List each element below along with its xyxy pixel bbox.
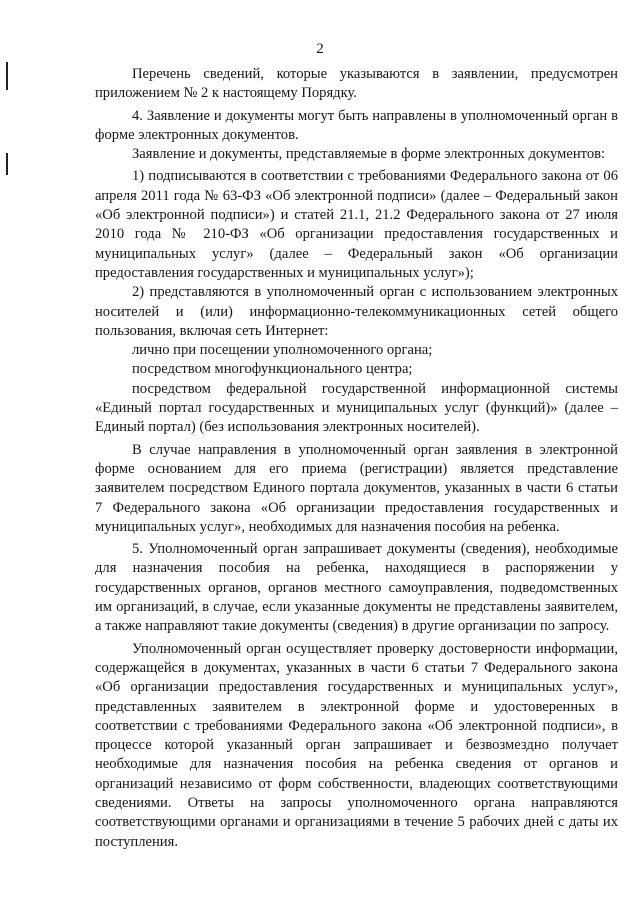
list-item: 1) подписываются в соответствии с требованиями Федерального закона от 06 апреля 2011 года № 63-ФЗ «Об электронной подписи» (далее – Федеральный закон «Об электронной подписи») и статей 21.1, 21.2 Федерального закона от 27 июля 2010 года № 210-ФЗ «Об организации предоставления государственных и муниципальных услуг» (далее – Федеральный закон «Об организации предоставления государственных и муниципальных услуг»); <box>95 168 618 281</box>
paragraph: 4. Заявление и документы могут быть направлены в уполномоченный орган в форме электронных документов. <box>95 107 618 143</box>
document-body <box>95 65 618 852</box>
paragraph: 5. Уполномоченный орган запрашивает документы (сведения), необходимые для назначения пособия на ребенка, находящиеся в распоряжении у государственных органов, органов местного самоуправления, подведомственных им организаций, в случае, если указанные документы не представлены заявителем, а также направляют такие документы (сведения) в другие организации по запросу. <box>95 541 618 635</box>
paragraph: Уполномоченный орган осуществляет проверку достоверности информации, содержащейся в документах, указанных в части 6 статьи 7 Федерального закона «Об организации предоставления государственных и муниципальных услуг», представленных заявителем в электронной форме и удостоверенных в соответствии с требованиями Федерального закона «Об электронной подписи», в процессе которой указанный орган запрашивает и безвозмездно получает необходимые для назначения пособия на ребенка сведения от органов и организаций независимо от форм собственности, владеющих соответствующими сведениями. Ответы на запросы уполномоченного органа направляются соответствующими органами и организациями в течение 5 рабочих дней с даты их поступления. <box>95 640 618 850</box>
page-number: 2 <box>316 41 324 57</box>
list-item: 2) представляются в уполномоченный орган с использованием электронных носителей и (или) информационно-телекоммуникационных сетей общего пользования, включая сеть Интернет: <box>95 284 618 339</box>
paragraph: Заявление и документы, представляемые в форме электронных документов: <box>132 146 606 163</box>
margin-mark <box>6 62 8 90</box>
paragraph: лично при посещении уполномоченного органа; <box>132 342 433 359</box>
paragraph: посредством федеральной государственной информационной системы «Единый портал государственных и муниципальных услуг (функций)» (далее – Единый портал) (без использования электронных носителей). <box>95 380 618 436</box>
paragraph: Перечень сведений, которые указываются в заявлении, предусмотрен приложением № 2 к настоящему Порядку. <box>95 66 618 102</box>
paragraph: В случае направления в уполномоченный орган заявления в электронной форме основанием для его приема (регистрации) является представление заявителем посредством Единого портала документов, указанных в части 6 статьи 7 Федерального закона «Об организации предоставления государственных и муниципальных услуг», необходимых для назначения пособия на ребенка. <box>95 441 618 535</box>
margin-mark <box>6 153 8 175</box>
paragraph: посредством многофункционального центра; <box>132 361 413 378</box>
